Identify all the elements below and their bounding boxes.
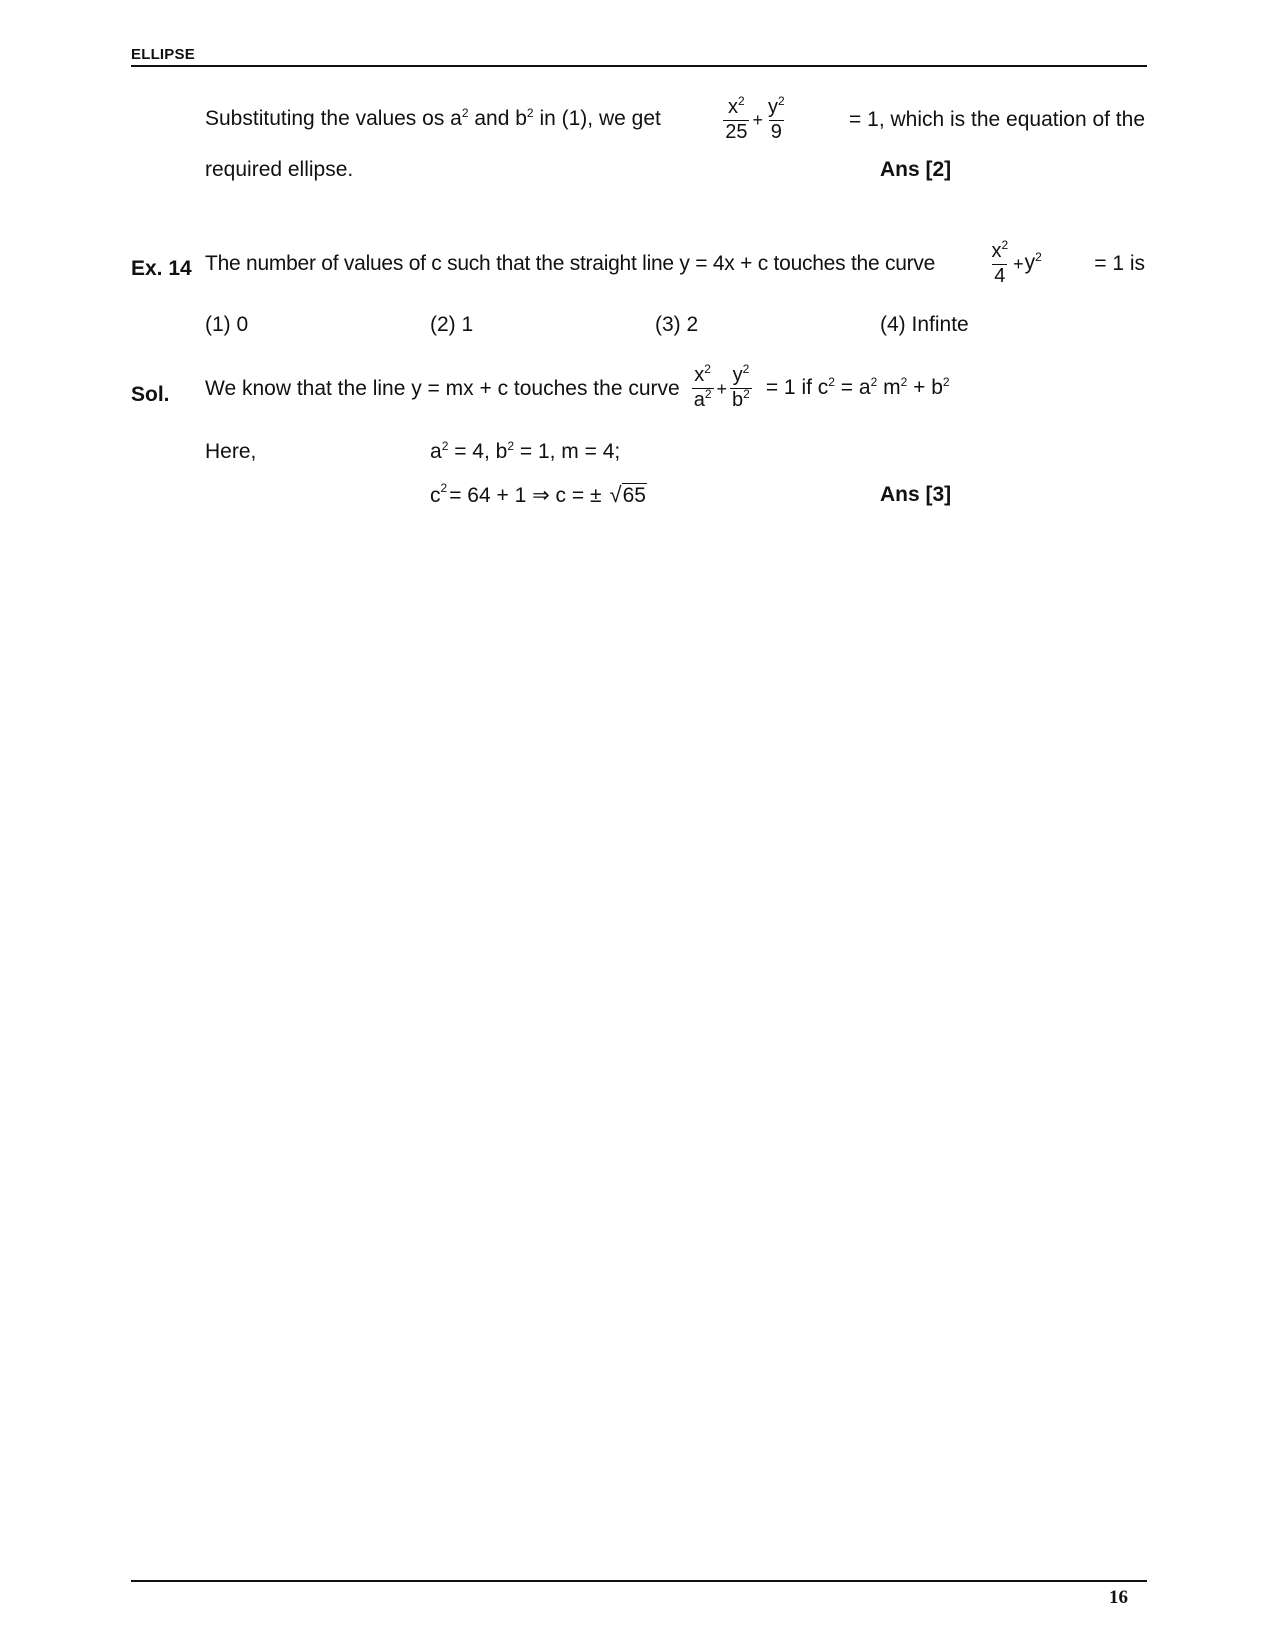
solution-label: Sol. (131, 383, 170, 406)
here-label: Here, (205, 440, 257, 463)
solution-line1-text: We know that the line y = mx + c touches the curve (205, 376, 680, 400)
fraction-x2-over-a2: $\frac{x^2}{a^2}$ (693, 362, 712, 411)
fraction-y2-over-9: $\frac{y^2}{9}$ (767, 94, 785, 143)
fraction-y2-over-b2: $\frac{y^2}{b^2}$ (732, 362, 750, 411)
given-values: $a^2 = 4$, $b^2 = 1$, m = 4; (430, 439, 621, 463)
prev-answer: Ans [2] (880, 158, 952, 181)
tangency-condition: = 1 if $c^2 = a^2$ $m^2 + b^2$ (765, 374, 950, 399)
example-label: Ex. 14 (131, 257, 192, 280)
header-rule (131, 65, 1147, 67)
footer-rule (131, 1580, 1147, 1582)
square-root: √65 (609, 482, 646, 507)
page-header-title: ELLIPSE (131, 46, 195, 63)
prev-solution-line2: required ellipse. (205, 158, 354, 181)
page-number: 16 (1109, 1587, 1128, 1608)
question-text: The number of values of c such that the straight line y = 4x + c touches the curve (205, 251, 936, 275)
option-4: (4) Infinte (880, 313, 969, 336)
ellipse-equation: $\frac{x^2}{25}$ + $\frac{y^2}{9}$ (725, 94, 785, 143)
calculation: c $^2$ = 64 + 1 ⇒ c = ± √65 (430, 480, 646, 507)
question-suffix: = 1 is (1094, 251, 1145, 275)
prev-solution-line1 (205, 96, 1145, 143)
prev-line1-text: Substituting the values os $a^2$ and $b^2$ in (1), we get (205, 105, 661, 130)
fraction-x2-over-25: $\frac{x^2}{25}$ (725, 94, 748, 143)
option-1: (1) 0 (205, 313, 249, 336)
option-3: (3) 2 (655, 313, 699, 336)
example-question (205, 240, 1145, 287)
option-2: (2) 1 (430, 313, 474, 336)
solution-answer: Ans [3] (880, 483, 952, 506)
fraction-x2-over-4: $\frac{x^2}{4}$ (991, 238, 1009, 287)
general-ellipse-equation: $\frac{x^2}{a^2}$ + $\frac{y^2}{b^2}$ (693, 362, 750, 411)
solution-line1 (205, 364, 950, 413)
prev-line1-suffix: = 1, which is the equation of the (849, 107, 1145, 131)
curve-equation: $\frac{x^2}{4}$ + $y^2$ (991, 238, 1042, 287)
